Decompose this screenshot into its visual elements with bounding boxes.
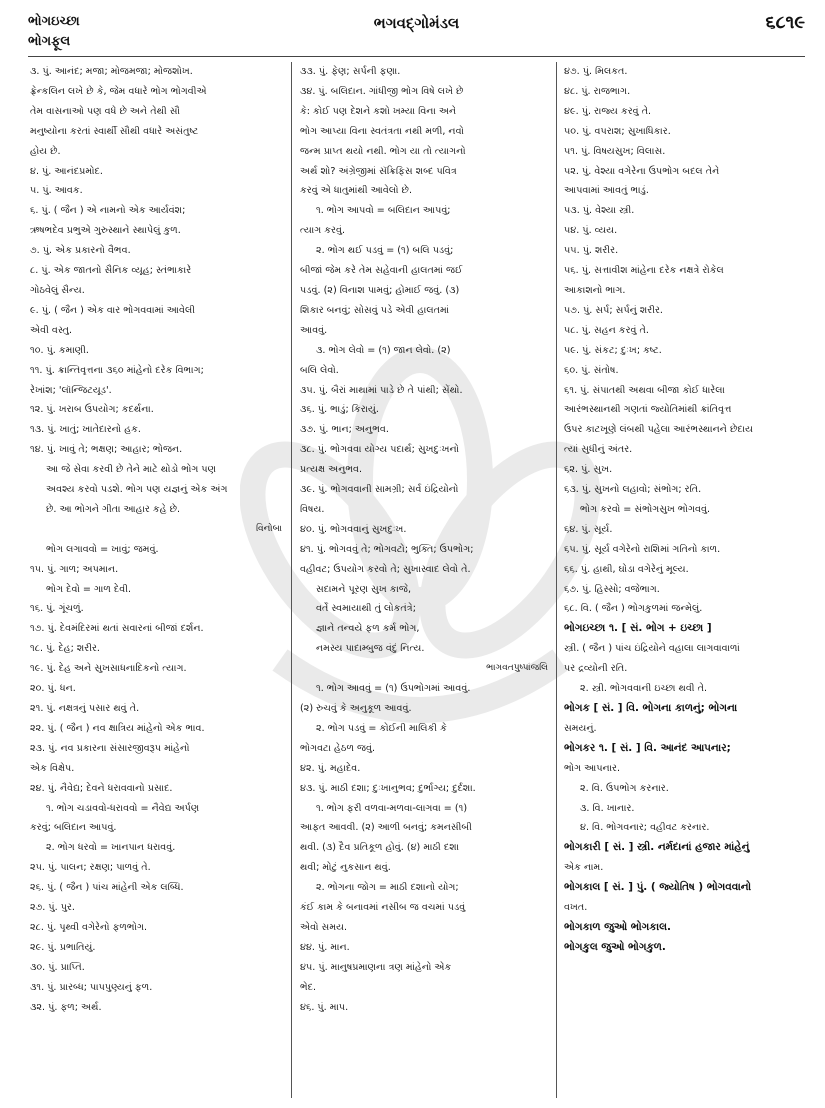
entry-line: ૪૧. પું. ભોગવવું તે; ભોગવટો; ભુક્તિ; ઉપભોગ; (300, 543, 474, 555)
entry-line: ૨. સ્ત્રી. ભોગવવાની ઇચ્છા થવી તે. (580, 683, 708, 695)
entry-line: ઋષભદેવ પ્રભુએ ગુરુસ્થાને સ્થાપેલું કુળ. (30, 225, 181, 237)
entry-line: ૩૫. પું. બૈરાં માથામાં પાડે છે તે પાંથી; સેંથો. (300, 384, 463, 396)
headword-entry: ભોગક [ સં. ] વિ. ભોગના કાળનું; ભોગના (564, 702, 738, 714)
column-middle (300, 62, 548, 1102)
entry-line: ૩૩. પું. ફેણ; સર્પની ફણા. (300, 66, 401, 77)
entry-line: ૬૦. પું. સંતોષ. (564, 364, 619, 376)
entry-line: ૪૫. પું. માનુષપ્રમાણના ત્રણ માંહેનો એક (300, 961, 452, 973)
entry-line: રેખાંશ; 'લૉન્જિટયૂડ'. (30, 384, 112, 396)
entry-line: વખત. (564, 902, 588, 914)
entry-line: ૨. ભોગ પડવું = કોઈની માલિકી કે (316, 722, 447, 734)
entry-line: ૨૧. પું. નક્ષત્રનું પસાર થવું તે. (30, 703, 140, 714)
entry-line: ત્યાં સુધીનું અંતર. (564, 444, 633, 456)
entry-line: ૩૯. પું. ભોગવવાની સામગ્રી; સર્વ ઇંદ્રિયોનો (300, 484, 459, 496)
entry-line: આરંભસ્થાનથી ગણતાં જ્યોતિમાંથી ક્રાંતિવૃત્ત (564, 404, 732, 416)
entry-line: ૫૪. પું. વ્યય. (564, 225, 618, 237)
entry-line: ૧૦. પું. કમાણી. (30, 344, 89, 356)
entry-line: ૪૪. પું. માન. (300, 941, 350, 953)
headword-entry: ભોગકર ૧. [ સં. ] વિ. આનંદ આપનાર; (564, 741, 731, 754)
entry-line: ૬૫. પું. સૂર્ય વગેરેનો રાશિમાં ગતિનો કાળ. (564, 543, 721, 555)
entry-line: ૩. પું. આનંદ; મજા; મોજમજા; મોજશોખ. (30, 66, 193, 77)
entry-line: ૨. ભોગના જોગ = માઠી દશાનો યોગ; (316, 882, 459, 894)
entry-line: આકાશનો ભાગ. (564, 284, 626, 296)
entry-line: પર દ્રવ્યોની રતિ. (564, 663, 628, 675)
entry-line: ૭. પું. એક પ્રકારનો વૈભવ. (30, 245, 131, 257)
column-right (564, 62, 810, 1102)
entry-line: ૧. ભોગ ચડાવવો-ધરાવવો = નૈવેદ્ય અર્પણ (46, 802, 200, 814)
entry-line: ૩. વિ. ખાનાર. (580, 802, 635, 814)
entry-line: (૨) રુચવું કે અનુકૂળ આવવું. (300, 703, 412, 714)
entry-line: ૨૯. પું. પ્રભાતિયું. (30, 941, 96, 953)
headword-entry: ભોગકુલ જુઓ ભોગકુળ. (564, 940, 666, 953)
headword-entry: ભોગઇચ્છા ૧. [ સં. ભોગ + ઇચ્છા ] (564, 622, 712, 635)
column-divider (291, 62, 292, 1098)
entry-line: પ્રત્યક્ષ અનુભવ. (300, 464, 363, 476)
entry-line: થવી. (૩) દૈવ પ્રતિકૂળ હોવું. (૪) માઠી દશા (300, 842, 459, 854)
entry-line: એવી વસ્તુ. (30, 324, 73, 336)
entry-line: ૩૭. પું. ભાન; અનુભવ. (300, 424, 389, 436)
entry-line: થવી; મોટું નુકસાન થવું. (300, 862, 391, 874)
entry-line: ૨. ભોગ ધરવો = ખાનપાન ધરાવવું. (46, 842, 176, 854)
entry-line: ત્યાગ કરવું. (300, 225, 346, 237)
entry-line: ૫૬. પું. સત્તાવીશ માંહેના દરેક નક્ષત્રે રોકેલ (564, 265, 724, 277)
entry-line: એક વિક્ષેપ. (30, 762, 75, 774)
entry-line: ૪૭. પું. મિલકત. (564, 66, 628, 77)
entry-line: ૩૪. પું. બલિદાન. ગાંધીજી ભોગ વિષે લખે છે (300, 85, 464, 97)
entry-line: ૧. ભોગ ફરી વળવા-મળવા-લાગવા = (૧) (316, 802, 468, 814)
entry-line: ૨૪. પું. નૈવેદ્ય; દેવને ધરાવવાનો પ્રસાદ. (30, 782, 173, 794)
entry-line: ૧૨. પું. ખરાબ ઉપયોગ; કદર્થના. (30, 404, 154, 416)
entry-line: ભોગ દેવો = ગાળ દેવી. (46, 583, 132, 595)
entry-line: ૩૦. પું. પ્રાપ્તિ. (30, 961, 85, 973)
page-number: ૬૮૧૯ (765, 12, 805, 33)
entry-line: અવશ્ય કરવો પડશે. ભોગ પણ યજ્ઞનું એક અંગ (46, 484, 228, 496)
entry-line: વિષય. (300, 503, 325, 515)
entry-line: ફ્રેન્કલિન લખે છે કે, જેમ વધારે ભોગ ભોગવીએ (30, 85, 207, 97)
column-left (30, 62, 282, 1102)
headword-entry: ભોગકારી [ સં. ] સ્ત્રી. નર્મદાનાં હજાર માંહેનું (564, 841, 750, 854)
entry-line: ૪. વિ. ભોગવનાર; વહીવટ કરનાર. (580, 822, 710, 834)
entry-line: ૪૬. પું. માપ. (300, 1001, 349, 1013)
entry-line: ૫. પું. આવક. (30, 185, 83, 197)
quote-attribution: વિનોબા (255, 523, 282, 534)
entry-line: ૫૧. પું. વિષયસુખ; વિલાસ. (564, 145, 666, 157)
entry-line: ૬૩. પું. સુખનો લહાવો; સંભોગ; રતિ. (564, 484, 702, 496)
entry-line: ઉપર કાટખૂણે લંબથી પહેલા આરંભસ્થાનને છેદાય (564, 424, 753, 436)
entry-line: ભોગવટા હેઠળ જવું. (300, 742, 376, 754)
entry-line: ૫૮. પું. સહન કરવું તે. (564, 324, 649, 336)
entry-line: ૨૨. પું. ( જૈન ) નવ ક્ષાત્રિય માંહેનો એક ભાવ. (30, 722, 205, 734)
entry-line: સમયનું. (564, 722, 597, 734)
entry-line: ૨. વિ. ઉપભોગ કરનાર. (580, 782, 669, 794)
entry-line: ૪૩. પું. માઠી દશા; દુઃખાનુભવ; દુર્ભાગ્ય; દુર્દશા. (300, 782, 476, 794)
entry-line: કે: કોઈ પણ દેશને કશો ખમ્યા વિના અને (300, 105, 457, 117)
entry-line: કરવું એ ધાતુમાંથી આવેલો છે. (300, 185, 413, 197)
guide-word-bottom: ભોગફૂલ (28, 34, 71, 49)
entry-line: ૫૩. પું. વેશ્યા સ્ત્રી. (564, 205, 635, 217)
entry-line: ૧૬. પું. ગૂંચળું. (30, 603, 84, 615)
entry-line: ૧. ભોગ આવવું = (૧) ઉપભોગમાં આવવું. (316, 683, 471, 695)
entry-line: ૪૯. પું. રાજ્ય કરવું તે. (564, 105, 652, 117)
entry-line: બીજાં જેમ કરે તેમ સહેવાની હાલતમાં જઈ (300, 265, 463, 277)
entry-line: ૨૭. પું. પુર. (30, 902, 75, 914)
entry-line: તેમ વાસનાઓ પણ વધે છે અને તેથી સૌ (30, 105, 180, 117)
entry-line: ૬. પું. ( જૈન ) એ નામનો એક આર્યવંશ; (30, 205, 186, 217)
headword-entry: ભોગકાળ જુઓ ભોગકાલ. (564, 920, 671, 933)
entry-line: ૪. પું. આનંદપ્રમોદ. (30, 165, 103, 177)
entry-line: ૫૯. પું. સંકટ; દુઃખ; કષ્ટ. (564, 344, 662, 356)
entry-line: કંઈ કામ કે બનાવમાં નસીબ જ વચમાં પડવું (300, 902, 466, 914)
entry-line: આ જે સેવા કરવી છે તેને માટે થોડો ભોગ પણ (46, 464, 216, 476)
entry-line: ૨૦. પું. ધન. (30, 683, 76, 695)
entry-line: સ્ત્રી. ( જૈન ) પાંચ ઇંદ્રિયોને વહાલા લાગવાવાળાં (564, 643, 740, 655)
entry-line: નમસ્ય પાદામ્બુજ વંદું નિત્ય. (316, 643, 425, 655)
entry-line: એવો સમય. (300, 921, 347, 933)
entry-line: ૩૬. પું. ભાડું; કિરાયું. (300, 404, 379, 416)
entry-line: વર્તે સ્વમાયાથી તું લોકતંત્રે; (316, 603, 416, 615)
entry-line: ૪૦. પું. ભોગવવાનું સુખદુઃખ. (300, 523, 407, 535)
guide-word-top: ભોગઇચ્છા (28, 14, 80, 29)
entry-line: જન્મ પ્રાપ્ત થયો નથી. ભોગ યા તો ત્યાગનો (300, 145, 466, 157)
entry-line: કરવું; બલિદાન આપવું. (30, 822, 117, 834)
entry-line: ૩. ભોગ લેવો = (૧) જાન લેવો. (૨) (316, 344, 451, 356)
entry-line: ૩૮. પું. ભોગવવા યોગ્ય પદાર્થ; સુખદુઃખનો (300, 444, 460, 456)
entry-line: ૧૯. પું. દેહ અને સુખસાધનાદિકનો ત્યાગ. (30, 663, 187, 675)
entry-line: બલિ લેવો. (300, 364, 339, 376)
entry-line: વહીવટ; ઉપયોગ કરવો તે; સુખાસ્વાદ લેવો તે. (300, 563, 471, 575)
entry-line: ૪૨. પું. મહાદેવ. (300, 762, 361, 774)
entry-line: ૮. પું. એક જાતનો સૈનિક વ્યૂહ; સ્તંભાકારે (30, 265, 192, 277)
entry-line: આફત આવવી. (૨) આળી બનવું; કમનસીબી (300, 822, 472, 834)
entry-line: ૧૧. પું. ક્રાન્તિવૃત્તના ૩૬૦ માંહેનો દરેક વિભાગ; (30, 364, 204, 376)
entry-line: ૬૪. પું. સૂર્ય. (564, 523, 613, 535)
entry-line: અર્થ શો? અંગ્રેજીમાં સૅક્રિફિસ શબ્દ પવિત્ર (300, 165, 457, 177)
column-divider (556, 62, 557, 1098)
entry-line: ૨૮. પું. પૃથ્વી વગેરેનો ફળભોગ. (30, 921, 148, 933)
entry-line: ૬૮. વિ. ( જૈન ) ભોગકુળમાં જન્મેલું. (564, 603, 703, 615)
entry-line: ૬૭. પું. હિસ્સો; વજેભાગ. (564, 583, 660, 595)
quote-attribution: ભાગવતપુષ્પાંજલિ (486, 663, 548, 674)
entry-line: એક નામ. (564, 862, 604, 874)
entry-line: ૧૭. પું. દેવમંદિરમાં થતાં સવારનાં બીજાં દર્શન. (30, 623, 204, 635)
entry-line: હોય છે. (30, 145, 61, 157)
entry-line: શિકાર બનવું; સોસવું પડે એવી હાલતમાં (300, 304, 450, 316)
entry-line: ભોગ આપનાર. (564, 762, 621, 774)
headword-entry: ભોગકાલ [ સં. ] પું. ( જ્યોતિષ ) ભોગવવાનો (564, 881, 752, 894)
entry-line: આપવામાં આવતું ભાડું. (564, 185, 649, 197)
entry-line: જ્ઞાને તન્વયે ફળ કર્મ ભોગ, (316, 623, 420, 635)
entry-line: ૯. પું. ( જૈન ) એક વાર ભોગવવામાં આવેલી (30, 304, 195, 316)
entry-line: ભોગ લગાવવો = ખાવું; જમવું. (46, 543, 159, 555)
entry-line: ૫૫. પું. શરીર. (564, 245, 619, 257)
entry-line: ૪૮. પું. રાજભાગ. (564, 85, 631, 97)
entry-line: ૨૬. પું. ( જૈન ) પાંચ માંહેની એક લબ્ધિ. (30, 882, 184, 894)
entry-line: ૫૦. પું. વપરાશ; સુખાધિકાર. (564, 125, 671, 137)
entry-line: સદામને પૂરણ સુખ કાજે, (316, 583, 412, 595)
entry-line: ભોગ આપ્યા વિના સ્વતંત્રતા નથી મળી, નવો (300, 125, 464, 137)
entry-line: ૬૧. પું. સંપાતથી અથવા બીજા કોઈ ધારેલા (564, 384, 725, 396)
entry-line: ગોઠવેલું સૈન્ય. (30, 284, 85, 296)
entry-line: ૧. ભોગ આપવો = બલિદાન આપવું; (316, 205, 451, 217)
entry-line: ભેદ. (300, 981, 317, 993)
entry-line: ૫૭. પું. સર્પ; સર્પનું શરીર. (564, 304, 663, 316)
entry-line: છે. આ ભોગને ગીતા આહાર કહે છે. (46, 503, 181, 515)
entry-line: ૧૪. પું. ખાવું તે; ભક્ષણ; આહાર; ભોજન. (30, 444, 183, 456)
entry-line: ૩૨. પું. ફળ; અર્થ. (30, 1001, 102, 1013)
entry-line: મનુષ્યોના કરતાં સ્વાર્થી સૌથી વધારે અસંતુષ્ટ (30, 125, 199, 137)
entry-line: ૧૫. પું. ગાળ; અપમાન. (30, 563, 119, 575)
page-header (28, 10, 805, 57)
entry-line: ૬૨. પું. સુખ. (564, 464, 613, 476)
entry-line: ભોગ કરવો = સંભોગસુખ ભોગવવું. (580, 503, 711, 515)
book-title: ભગવદ્ગોમંડલ (373, 14, 460, 32)
entry-line: ૬૬. પું. હાથી, ઘોડા વગેરેનું મૂલ્ય. (564, 563, 689, 575)
entry-line: ૨૩. પું. નવ પ્રકારના સંસારજીવરૂપ માંહેનો (30, 742, 190, 754)
entry-line: ૨૫. પું. પાલન; રક્ષણ; પાળવું તે. (30, 862, 151, 874)
entry-line: ૧૩. પું. ખાતું; ખાતેદારનો હક. (30, 424, 141, 436)
entry-line: આવવું. (300, 324, 328, 336)
entry-line: ૩૧. પું. પ્રારબ્ધ; પાપપુણ્યનું ફળ. (30, 981, 153, 993)
entry-line: પડવું. (૨) વિનાશ પામવું; હોમાઈ જવું. (૩) (300, 284, 460, 296)
entry-line: ૧૮. પું. દેહ; શરીર. (30, 643, 100, 655)
entry-line: ૨. ભોગ થઈ પડવું = (૧) બલિ પડવું; (316, 245, 454, 257)
entry-line: ૫૨. પું. વેશ્યા વગેરેના ઉપભોગ બદલ તેને (564, 165, 720, 177)
